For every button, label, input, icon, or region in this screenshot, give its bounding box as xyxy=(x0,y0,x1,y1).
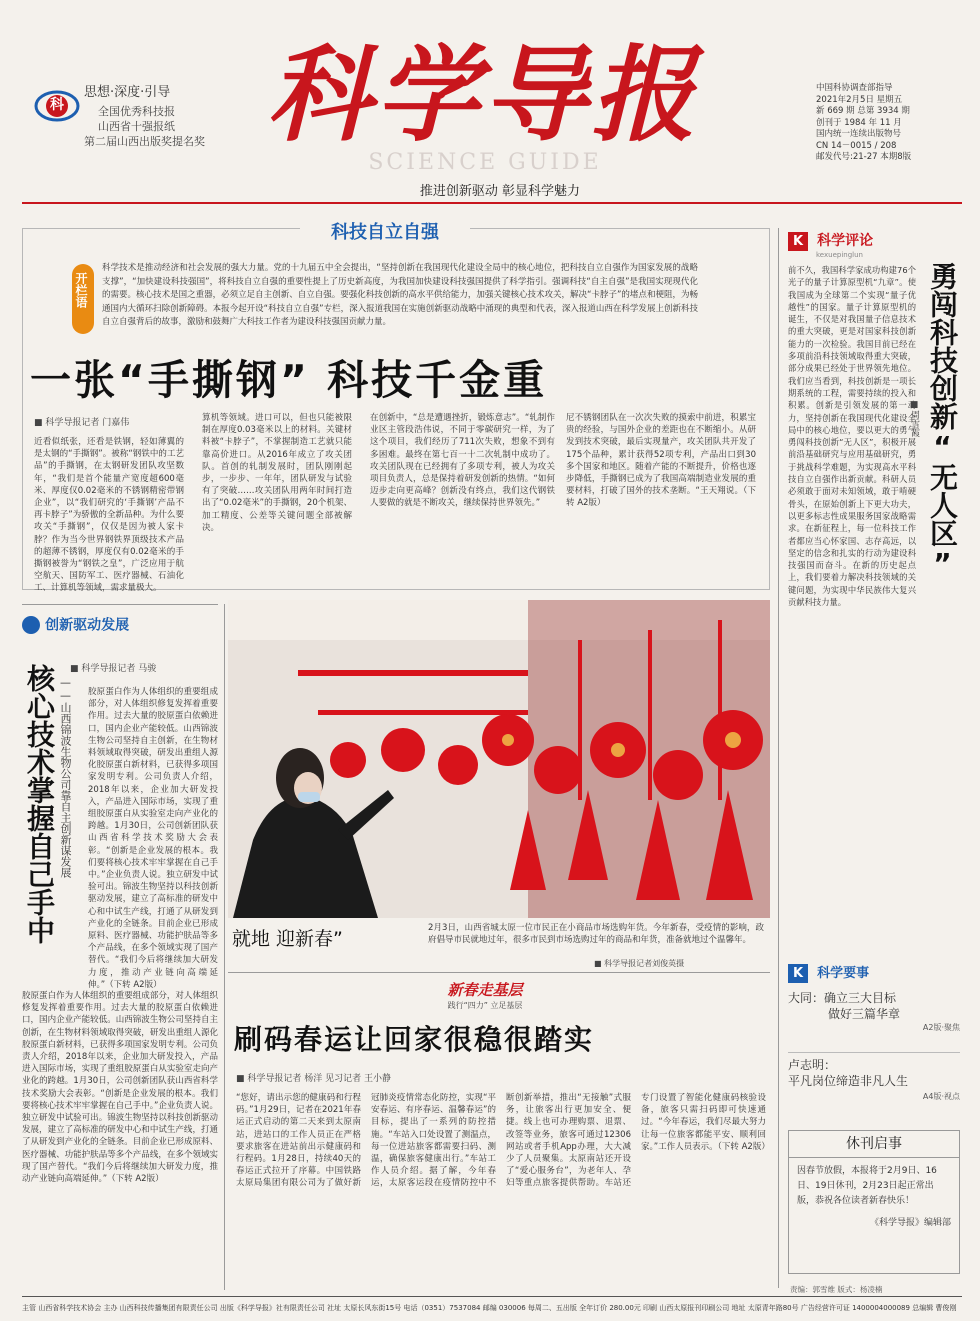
spring-travel-sub: 践行“四力” 立足基层 xyxy=(447,1001,523,1010)
info-line: 邮发代号:21-27 本期8版 xyxy=(816,152,912,162)
award-3: 第二届山西出版奖提名奖 xyxy=(84,135,205,148)
commentary-badge-text: 科学评论 xyxy=(817,233,874,249)
brief-title-line: 大同：确立三大目标 xyxy=(788,991,897,1005)
award-1: 全国优秀科技报 xyxy=(98,105,175,118)
info-line: 新 669 期 总第 3934 期 xyxy=(816,106,910,116)
commentary-divider xyxy=(778,228,779,1288)
brief-title-line: 卢志明： xyxy=(788,1058,837,1072)
lead-column-1: 近看似纸张，还看是铁钢，轻如薄翼的是太钢的“手撕钢”。被称“钢铁中的工艺品”的手撕钢，在太钢研发团队攻坚数年，“我们是首个能量产宽度超600毫米、厚度仅0.02毫米的不锈钢精密带钢企业”，以“我们研究的‘手撕钢’产品不再卡脖子”为骄傲的全新品种。为什么要攻关“手撕钢”，仅仅是因为被人家卡脖？作为当今世界钢铁界顶级技术产品的超薄不锈钢，厚度仅有0.02毫米的手撕钢被誉为“钢铁之皇”，广泛应用于航空航天、国防军工、医疗器械、石油化工、计算机等领域，需求量极大。 xyxy=(34,437,184,594)
masthead xyxy=(0,0,980,215)
logo-text: 科 xyxy=(50,97,64,113)
editor-note-tag xyxy=(72,264,94,334)
info-line: CN 14－0015 / 208 xyxy=(816,140,897,151)
innovation-body-cont: 胶原蛋白作为人体组织的重要组成部分，对人体组织修复发挥着重要作用。过去大量的胶原蛋白依赖进口，国内企业产能较低。山西锦波生物公司坚持自主创新，在生物材料领域取得突破，研发出重组人源化胶原蛋白新材料，已获得多项国家发明专利。公司负责人介绍，2018年以来，企业加大研发投入，产品进入国际市场，实现了重组胶原蛋白从实验室走向产业化的跨越。1月30日，公司创新团队获山西省科学技术奖励大会表彰。“创新是企业发展的根本。我们要将核心技术牢牢掌握在自己手中。”企业负责人说。独立研发中试验可出。锦波生物坚持以科技创新驱动发展，建立了高标准的研发中心和中试生产线，打通了从研发到产业化的全链条。目前企业已形成原料、医疗器械、功能护肤品等多个产品线，在多个领域实现了国产替代。“我们今后将继续加大研发力度，推动产业链向高端延伸。”（下转 A2版） xyxy=(22,991,218,1185)
footer-info: 主管 山西省科学技术协会 主办 山西科技传播集团有限责任公司 出版《科学导报》社有限责任公司 社址 太原长风东街15号 电话（0351）7537084 邮编 030006 每周二、五出版 全年订价 280.00元 印刷 山西太原报刊印刷公司 地址 太原青年路80号 广告经营许可证 1400004000089 总编辑 曹俊刚 xyxy=(22,1304,957,1312)
innovation-label-text: 创新驱动发展 xyxy=(45,617,130,634)
commentary-headline: 勇闯科技创新“无人区” xyxy=(926,262,959,580)
innovation-headline: 核心技术掌握自己手中 xyxy=(23,664,56,944)
commentary-k-icon: K xyxy=(788,232,808,251)
innovation-icon xyxy=(22,616,40,634)
section-label-text: 科技自立自强 xyxy=(331,222,439,243)
lead-column-2: 算机等领域。进口可以，但也只能被限制在厚度0.03毫米以上的材料。关键材料被“卡脖子”，不掌握制造工艺就只能靠高价进口。从2016年成立了攻关团队。首创的轧制发展时，团队刚刚起步，一步步、一年年，团队研发与试验有了突破……攻关团队用两年时间打造出了“0.02毫米”的手撕钢，20个机架、加工精度、公差等关键问题全部被解决。 xyxy=(202,413,352,533)
innovation-rule xyxy=(22,604,218,605)
briefs-badge-text: 科学要事 xyxy=(817,966,870,981)
commentary-body: 前不久，我国科学家成功构建76个光子的量子计算原型机“九章”。使我国成为全球第二个实现“量子优越性”的国家。量子计算原型机的诞生，不仅是对我国量子信息技术的重大突破，更是对国家科技创新能力的一次检验。我国目前已经在多项前沿科技领域取得重大突破，部分成果已经处于世界领先地位。我们应当看到，科技创新是一项长期系统的工程，需要持续的投入和积累。创新是引领发展的第一动力，坚持创新在我国现代化建设全局中的核心地位，要以更大的勇气勇闯科技创新“无人区”，积极开展前沿基础研究与应用基础研究，勇于挑战科学难题，为实现高水平科技自立自强作出新贡献。科研人员必须敢于面对未知领域，敢于啃硬骨头，在原始创新上下更大功夫，以更多标志性成果服务国家战略需求。在新征程上，每一位科技工作者都应当心怀家国、志存高远，以坚定的信念和扎实的行动为建设科技强国而奋斗。在新的历史起点上，我们要着力解决科技领域的关键问题，为实现中华民族伟大复兴贡献科技力量。 xyxy=(788,265,916,608)
innovation-byline: ■ 科学导报记者 马骏 xyxy=(70,664,157,674)
commentary-byline: ■周雪霞 xyxy=(909,400,919,437)
lead-byline: ■ 科学导报记者 门嘉伟 xyxy=(34,418,130,428)
spring-travel-body: “您好，请出示您的健康码和行程码。”1月29日，记者在2021年春运正式启动的第二天来到太原南站，进站口的工作人员正在严格要求旅客在进站前出示健康码和行程码。1月28日，持续40天的春运正式拉开了序幕。中国铁路太原局集团有限公司为了做好新冠肺炎疫情常态化防控，实现“平安春运、有序春运、温馨春运”的目标，提出了一系列的防控措施。“车站入口处设置了测温点，每一位进站旅客都需要扫码、测温，确保旅客健康出行。”车站工作人员介绍。据了解，今年春运，太原客运段在疫情防控中不断创新举措，推出“无接触”式服务，让旅客出行更加安全、便捷。线上也可办理购票、退票、改签等业务，旅客可通过12306网站或者手机App办理，大大减少了人员聚集。太原南站还开设了“爱心服务台”，为老年人、孕妇等重点旅客提供帮助。车站还专门设置了智能化健康码核验设备，旅客只需扫码即可快速通过。“今年春运，我们尽最大努力让每一位旅客都能平安、顺利回家。”工作人员表示。（下转 A2版） xyxy=(236,1093,770,1189)
spring-travel-headline: 刷码春运让回家很稳很踏实 xyxy=(234,1023,595,1056)
brief-ref: A4版·视点 xyxy=(922,1092,960,1101)
lead-section-label xyxy=(300,218,470,248)
lead-column-4: 尼不锈钢团队在一次次失败的摸索中前进，积累宝贵的经验，与国外企业的差距也在不断缩小。从研发到技术突破，最后实现量产，攻关团队共开发了175个品种，累计获得52项专利，产品出口到30多个国家和地区。随着产能的不断提升，价格也逐步降低，手撕钢已成为了我国高端制造业发展的重要材料，打破了国外的技术垄断。“王天翔说。（下转 A2版） xyxy=(566,413,756,509)
brief-title-line: 平凡岗位缔造非凡人生 xyxy=(788,1074,909,1088)
notice-box xyxy=(788,1130,960,1274)
briefs-badge xyxy=(788,962,960,986)
notice-signature: 《科学导报》编辑部 xyxy=(869,1218,951,1228)
commentary-badge xyxy=(788,230,960,259)
newspaper-title-en: SCIENCE GUIDE xyxy=(368,150,602,175)
photo-credit: ■ 科学导报记者刘俊英摄 xyxy=(594,959,685,968)
lead-column-3: 在创新中，“总是遭遇挫折，锻炼意志”。“轧制作业区主管段浩伟说，不同于零碳研究一样，为了这个项目，我们经历了711次失败，想象不到有多困难。最终在第七百一十二次轧制中成功了。攻关团队现在已经拥有了多项专利，被人为攻关项目负责人，总是保持着研发创新的热情。“如何迈步走向更高峰？创新没有终点，我们这代钢铁人要做的就是不断攻关，继续保持世界领先。” xyxy=(370,413,555,509)
briefs-k-icon: K xyxy=(788,964,808,983)
innovation-subhead: ——山西锦波生物公司靠自主创新谋发展 xyxy=(59,676,72,878)
innovation-label xyxy=(22,614,212,638)
logo-emblem xyxy=(34,86,80,124)
photo-bottom-rule xyxy=(228,972,770,973)
brief-ref: A2版·聚焦 xyxy=(922,1023,960,1032)
newspaper-title: 科学导报 xyxy=(266,33,699,156)
motto: 思想·深度·引导 xyxy=(84,85,171,100)
editor-note-text: 开栏语 xyxy=(74,272,88,308)
notice-body: 因春节放假，本报将于2月9日、16日、19日休刊，2月23日起正常出版，恭祝各位读者新春快乐！ xyxy=(797,1166,937,1206)
notice-title: 休刊启事 xyxy=(789,1131,959,1158)
editors-line: 责编：郭雪维 版式：杨凌楠 xyxy=(790,1285,883,1294)
info-line: 2021年2月5日 星期五 xyxy=(816,94,903,105)
spring-travel-label xyxy=(410,980,560,1016)
lead-headline: 一张“手撕钢” 科技千金重 xyxy=(30,356,548,404)
info-line: 国内统一连续出版物号 xyxy=(816,129,902,139)
masthead-rule xyxy=(22,202,962,204)
lead-intro: 科学技术是推动经济和社会发展的强大力量。党的十九届五中全会提出，“坚持创新在我国现代化建设全局中的核心地位，把科技自立自强作为国家发展的战略支撑”，“加快建设科技强国”，将科技自立自强的重要性提上了历史新高度，为我国加快建设科技强国提供了科学指引。强调科技“自主自强”是我国实现现代化的需要。核心技术是国之重器，必须立足自主创新、自立自强。要强化科技创新的高水平供给能力，加强关键核心技术攻关，解决“卡脖子”的堵点和梗阻，为畅通国内大循环扫除创新障碍。本报今起开设“科技自立自强”专栏，深入报道我国在实施创新驱动战略中涌现的典型和代表，深入报道山西在科学发展上创新科技自立自强背后的故事，激励和鼓舞广大科技工作者为建设科技强国贡献力量。 xyxy=(102,263,698,327)
footer-rule xyxy=(22,1296,962,1297)
photo-caption-title: 就地 迎新春” xyxy=(232,928,343,950)
brief-item[interactable] xyxy=(788,1052,960,1113)
info-line: 创刊于 1984 年 11 月 xyxy=(816,117,902,128)
slogan: 推进创新驱动 彰显科学魅力 xyxy=(419,184,581,199)
info-line: 中国科协调查部指导 xyxy=(816,83,893,93)
innovation-body: 胶原蛋白作为人体组织的重要组成部分，对人体组织修复发挥着重要作用。过去大量的胶原蛋白依赖进口，国内企业产能较低。山西锦波生物公司坚持自主创新，在生物材料领域取得突破，研发出重组人源化胶原蛋白新材料，已获得多项国家发明专利。公司负责人介绍，2018年以来，企业加大研发投入，产品进入国际市场，实现了重组胶原蛋白从实验室走向产业化的跨越。1月30日，公司创新团队获山西省科学技术奖励大会表彰。“创新是企业发展的根本。我们要将核心技术牢牢掌握在自己手中。”企业负责人说。独立研发中试验可出。锦波生物坚持以科技创新驱动发展，建立了高标准的研发中心和中试生产线，打通了从研发到产业化的全链条。目前企业已形成原料、医疗器械、功能护肤品等多个产品线，在多个领域实现了国产替代。“我们今后将继续加大研发力度，推动产业链向高端延伸。”（下转 A2版） xyxy=(88,687,218,990)
lantern-photo-illustration xyxy=(228,600,770,918)
left-column-divider xyxy=(224,604,225,1290)
brief-item[interactable] xyxy=(788,990,960,1046)
photo-caption: 2月3日，山西省城太原一位市民正在小商品市场选购年货。今年新春，受疫情的影响，政府倡导市民就地过年，很多市民到市场选购过年的商品和年货，准备就地过个温馨年。 xyxy=(428,923,764,945)
commentary-subtitle: kexuepinglun xyxy=(816,251,863,259)
lantern-market-photo xyxy=(228,600,770,918)
issue-info xyxy=(816,83,966,164)
spring-travel-label-text: 新春走基层 xyxy=(447,981,523,999)
brief-title-line: 做好三篇华章 xyxy=(828,1007,901,1021)
spring-travel-byline: ■ 科学导报记者 杨洋 见习记者 王小静 xyxy=(236,1074,391,1084)
award-2: 山西省十强报纸 xyxy=(98,120,175,133)
